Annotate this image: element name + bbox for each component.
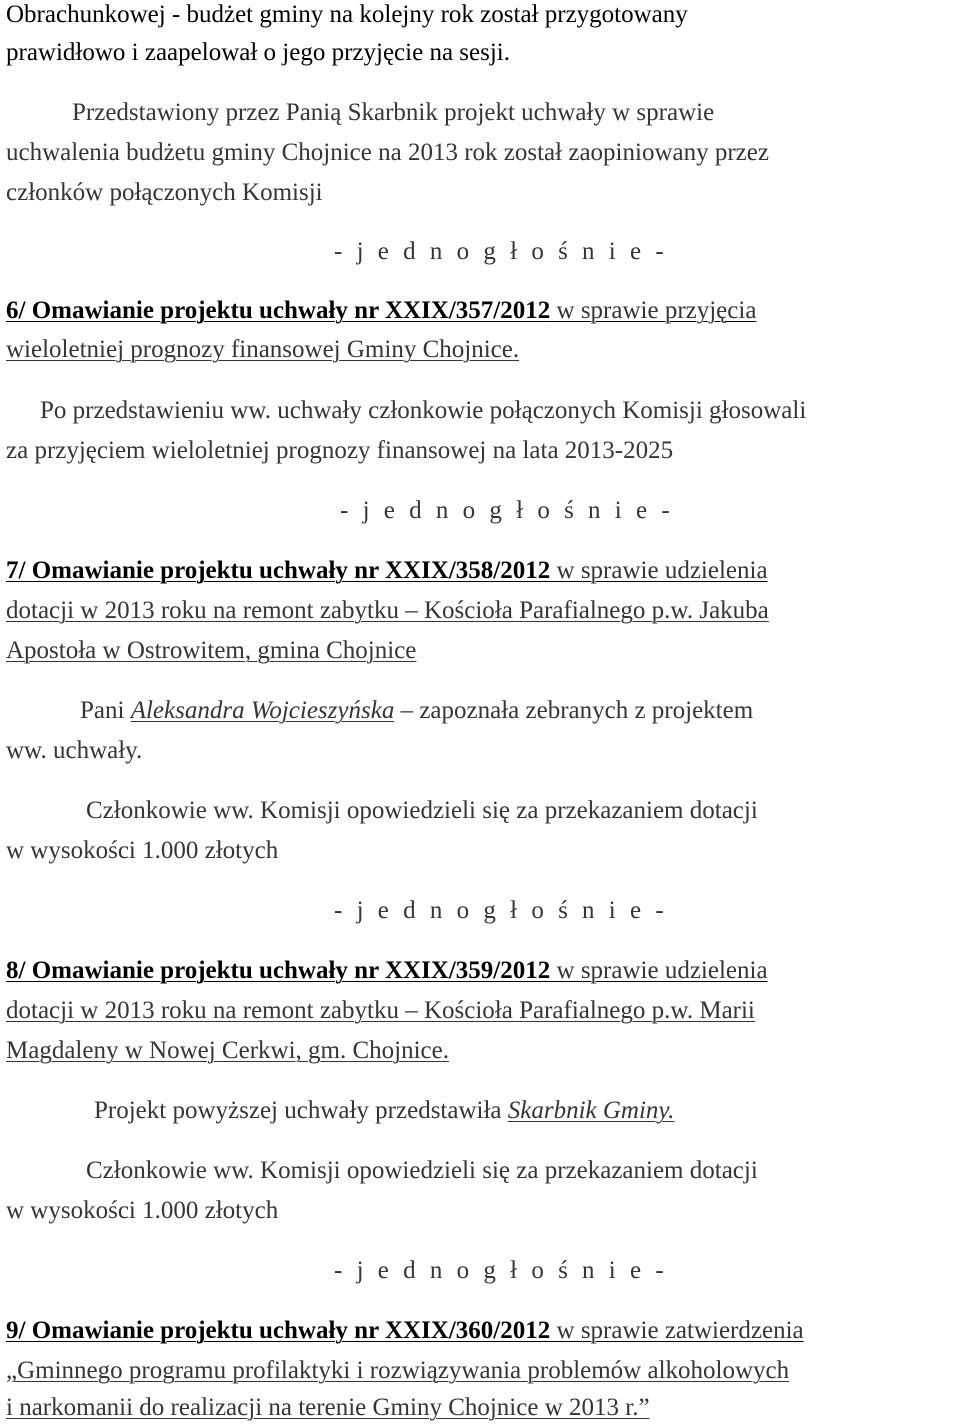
vote-result-unanimous: - j e d n o g ł o ś n i e - — [334, 897, 668, 924]
item-9-heading-subject: w sprawie zatwierdzenia — [550, 1317, 804, 1344]
item-8-decision-line-2: w wysokości 1.000 złotych — [6, 1197, 279, 1224]
item-8-heading-subject: w sprawie udzielenia — [550, 957, 768, 984]
vote-result-unanimous: - j e d n o g ł o ś n i e - — [340, 497, 674, 524]
item-9-heading-line-3: i narkomanii do realizacji na terenie Gminy Chojnice w 2013 r.” — [6, 1394, 650, 1421]
item-6-body-line-1: Po przedstawieniu ww. uchwały członkowie połączonych Komisji głosowali — [40, 397, 807, 424]
item-6-heading — [6, 296, 756, 326]
item-7-heading — [6, 556, 768, 586]
intro-line-2: prawidłowo i zaapelował o jego przyjęcie na sesji. — [6, 39, 510, 66]
item-8-presenter-name: Skarbnik Gminy. — [507, 1097, 675, 1124]
budget-line-2: uchwalenia budżetu gminy Chojnice na 2013 rok został zaopiniowany przez — [6, 139, 769, 166]
intro-line-1: Obrachunkowej - budżet gminy na kolejny rok został przygotowany — [6, 1, 688, 28]
item-8-decision-line-1: Członkowie ww. Komisji opowiedzieli się za przekazaniem dotacji — [86, 1157, 758, 1184]
item-6-heading-number: 6/ Omawianie projektu uchwały nr XXIX/357/2012 — [6, 297, 551, 324]
item-8-presenter-pre: Projekt powyższej uchwały przedstawiła — [94, 1097, 508, 1124]
item-7-presenter-name: Aleksandra Wojcieszyńska — [130, 697, 395, 724]
item-7-heading-subject: w sprawie udzielenia — [550, 557, 768, 584]
item-7-presenter-pre: Pani — [80, 697, 131, 724]
budget-line-1: Przedstawiony przez Panią Skarbnik projekt uchwały w sprawie — [72, 99, 715, 126]
item-7-heading-line-3: Apostoła w Ostrowitem, gmina Chojnice — [6, 637, 417, 664]
item-8-heading-line-3: Magdaleny w Nowej Cerkwi, gm. Chojnice. — [6, 1037, 449, 1064]
item-7-decision-line-2: w wysokości 1.000 złotych — [6, 837, 279, 864]
item-6-heading-line-2: wieloletniej prognozy finansowej Gminy Chojnice. — [6, 336, 520, 363]
item-7-presenter-line — [80, 696, 753, 726]
item-8-presenter-line — [94, 1096, 674, 1126]
item-6-body-line-2: za przyjęciem wieloletniej prognozy finansowej na lata 2013-2025 — [6, 437, 674, 464]
item-7-heading-number: 7/ Omawianie projektu uchwały nr XXIX/358/2012 — [6, 557, 551, 584]
item-7-decision-line-1: Członkowie ww. Komisji opowiedzieli się za przekazaniem dotacji — [86, 797, 758, 824]
budget-line-3: członków połączonych Komisji — [6, 179, 323, 206]
item-7-heading-line-2: dotacji w 2013 roku na remont zabytku – Kościoła Parafialnego p.w. Jakuba — [6, 597, 769, 624]
item-6-heading-subject: w sprawie przyjęcia — [550, 297, 757, 324]
item-8-heading — [6, 956, 768, 986]
item-8-heading-number: 8/ Omawianie projektu uchwały nr XXIX/359/2012 — [6, 957, 551, 984]
item-7-presenter-line-2: ww. uchwały. — [6, 737, 143, 764]
item-8-heading-line-2: dotacji w 2013 roku na remont zabytku – Kościoła Parafialnego p.w. Marii — [6, 997, 755, 1024]
item-9-heading-number: 9/ Omawianie projektu uchwały nr XXIX/360/2012 — [6, 1317, 551, 1344]
vote-result-unanimous: - j e d n o g ł o ś n i e - — [334, 238, 668, 265]
item-9-heading — [6, 1316, 804, 1346]
item-7-presenter-post: – zapoznała zebranych z projektem — [394, 697, 754, 724]
vote-result-unanimous: - j e d n o g ł o ś n i e - — [334, 1257, 668, 1284]
item-9-heading-line-2: „Gminnego programu profilaktyki i rozwiązywania problemów alkoholowych — [6, 1357, 790, 1384]
